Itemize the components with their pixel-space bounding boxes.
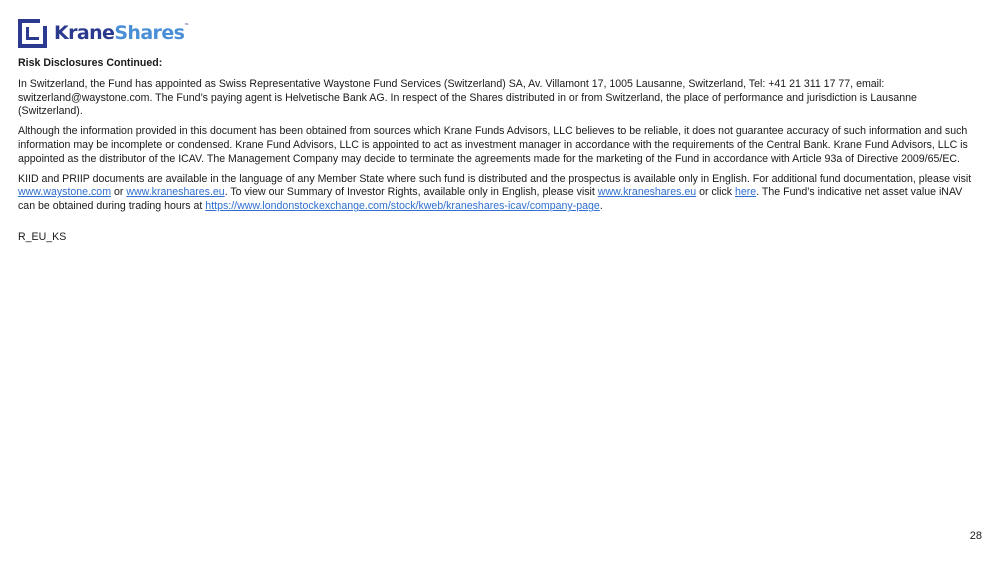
page-number: 28 (969, 530, 982, 542)
paragraph-kiid-priip (18, 173, 980, 214)
here-link[interactable]: here (735, 186, 757, 199)
paragraph-information-accuracy: Although the information provided in this document has been obtained from sources which Krane Funds Advisors, LLC believes to be reliable, it does not guarantee accuracy of such information and such information may be incomplete or condensed. Krane Fund Advisors, LLC is appointed to act as investment manager in accordance with the requirements of the Central Bank. Krane Fund Advisors, LLC is appointed as the distributor of the ICAV. The Management Company may decide to terminate the agreements made for the marketing of the Fund in accordance with Article 93a of Directive 2009/65/EC. (18, 125, 968, 165)
kraneshares-link[interactable]: www.kraneshares.eu (126, 186, 225, 199)
section-heading: Risk Disclosures Continued: (18, 57, 163, 69)
document-code: R_EU_KS (18, 230, 67, 243)
kraneshares-investor-rights-link[interactable]: www.kraneshares.eu (597, 186, 697, 199)
london-stock-exchange-link[interactable]: https://www.londonstockexchange.com/stock/kweb/kraneshares-icav/company-page (205, 200, 600, 213)
paragraph-text: . To view our Summary of Investor Rights, available only in English, please visit (224, 186, 598, 199)
kraneshares-logo (18, 18, 189, 48)
paragraph-text: KIID and PRIIP documents are available in the language of any Member State where such fund is distributed and the prospectus is available only in English. For additional fund documentation, please visit (18, 172, 972, 185)
paragraph-text: . The Fund’s indicative net asset value iNAV can be obtained during trading hours at (18, 186, 963, 213)
kraneshares-logo-mark-icon (18, 19, 47, 48)
paragraph-switzerland: In Switzerland, the Fund has appointed as Swiss Representative Waystone Fund Services (Switzerland) SA, Av. Villamont 17, 1005 Lausanne, Switzerland, Tel: +41 21 311 17 77, email: switzerland@waystone.com. The Fund’s paying agent is Helvetische Bank AG. In respect of the Shares distributed in or from Switzerland, the place of performance and jurisdiction is Lausanne (Switzerland). (18, 77, 917, 118)
logo-trademark: ™ (184, 22, 189, 29)
logo-wordmark-krane: Krane (54, 21, 115, 44)
disclosure-content (18, 57, 980, 245)
paragraph-text: or (111, 186, 127, 199)
logo-wordmark (54, 21, 189, 44)
logo-wordmark-shares: Shares (114, 21, 185, 44)
paragraph-text: . (599, 200, 603, 213)
paragraph-text: or click (696, 186, 735, 199)
waystone-link[interactable]: www.waystone.com (18, 186, 112, 199)
